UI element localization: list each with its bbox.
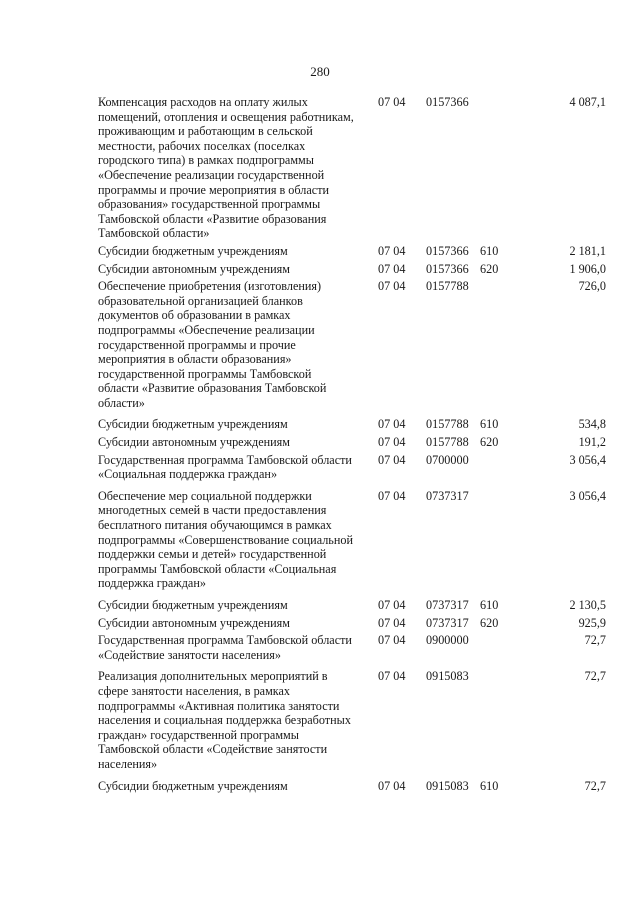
table-row — [98, 279, 606, 410]
row-name: Государственная программа Тамбовской области «Социальная поддержка граждан» — [98, 452, 352, 482]
row-section-code: 07 04 — [378, 279, 406, 294]
row-name: Государственная программа Тамбовской области «Содействие занятости населения» — [98, 633, 352, 662]
row-name: Субсидии бюджетным учреждениям — [98, 417, 288, 432]
row-target-code: 0157788 — [426, 417, 469, 432]
row-amount: 3 056,4 — [569, 488, 606, 503]
table-row — [98, 598, 606, 613]
row-expense-type: 610 — [480, 598, 499, 612]
row-name: Субсидии бюджетным учреждениям — [98, 778, 288, 793]
row-expense-type: 610 — [480, 417, 499, 432]
table-row — [98, 95, 606, 241]
row-target-code: 0915083 — [426, 669, 469, 684]
row-expense-type — [480, 489, 516, 591]
row-expense-type — [480, 633, 516, 662]
row-target-code: 0700000 — [426, 452, 469, 467]
budget-table — [98, 95, 606, 796]
row-name: Субсидии автономным учреждениям — [98, 435, 290, 450]
row-section-code: 07 04 — [378, 435, 406, 450]
table-row — [98, 616, 606, 631]
row-section-code: 07 04 — [378, 488, 406, 503]
row-amount: 3 056,4 — [569, 452, 606, 467]
table-row — [98, 244, 606, 259]
row-section-code: 07 04 — [378, 633, 406, 648]
row-amount: 925,9 — [578, 615, 606, 630]
row-amount: 2 130,5 — [569, 598, 606, 612]
row-target-code: 0157366 — [426, 243, 469, 258]
row-target-code: 0900000 — [426, 633, 469, 648]
table-row — [98, 435, 606, 450]
row-section-code: 07 04 — [378, 669, 406, 684]
table-row — [98, 453, 606, 482]
row-target-code: 0157788 — [426, 279, 469, 294]
row-name: Субсидии бюджетным учреждениям — [98, 243, 288, 258]
row-expense-type — [480, 279, 516, 410]
row-amount: 72,7 — [584, 778, 606, 793]
row-section-code: 07 04 — [378, 95, 406, 109]
row-expense-type: 610 — [480, 243, 499, 258]
row-target-code: 0737317 — [426, 615, 469, 630]
row-name: Субсидии бюджетным учреждениям — [98, 598, 288, 612]
row-name: Компенсация расходов на оплату жилых помещений, отопления и освещения работникам, проживающим и работающим в сельской местности, рабочих поселках (поселках городского типа) в рамках подпрограммы «Обеспечение реализации государственной программы и прочие мероприятия в области образования» государственной программы Тамбовской области «Развитие образования Тамбовской области» — [98, 95, 354, 241]
page-number: 280 — [310, 64, 330, 79]
row-amount: 72,7 — [584, 633, 606, 648]
row-name: Реализация дополнительных мероприятий в сфере занятости населения, в рамках подпрограммы «Активная политика занятости населения и социальная поддержка безработных граждан» государственной программы Тамбовской области «Содействие занятости населения» — [98, 669, 351, 771]
row-expense-type — [480, 95, 516, 241]
row-amount: 191,2 — [578, 435, 606, 450]
row-name: Обеспечение приобретения (изготовления) образовательной организацией бланков документов об образовании в рамках подпрограммы «Обеспечение реализации государственной программы и прочие мероприятия в области образования» государственной программы Тамбовской области «Развитие образования Тамбовской области» — [98, 279, 327, 410]
row-amount: 2 181,1 — [569, 243, 606, 258]
table-row — [98, 417, 606, 432]
row-name: Обеспечение мер социальной поддержки многодетных семей в части предоставления бесплатного питания обучающимся в рамках подпрограммы «Совершенствование социальной поддержки семьи и детей» государственной программы Тамбовской области «Социальная поддержка граждан» — [98, 488, 354, 591]
row-target-code: 0915083 — [426, 778, 469, 793]
row-target-code: 0157366 — [426, 95, 469, 109]
row-section-code: 07 04 — [378, 778, 406, 793]
row-expense-type — [480, 453, 516, 482]
table-row — [98, 669, 606, 771]
table-row — [98, 489, 606, 591]
row-expense-type — [480, 669, 516, 771]
table-row — [98, 779, 606, 794]
row-section-code: 07 04 — [378, 615, 406, 630]
row-section-code: 07 04 — [378, 598, 406, 612]
row-expense-type: 610 — [480, 778, 499, 793]
row-target-code: 0157788 — [426, 435, 469, 450]
row-section-code: 07 04 — [378, 261, 406, 276]
row-name: Субсидии автономным учреждениям — [98, 261, 290, 276]
row-target-code: 0157366 — [426, 261, 469, 276]
row-name: Субсидии автономным учреждениям — [98, 615, 290, 630]
row-target-code: 0737317 — [426, 488, 469, 503]
table-row — [98, 633, 606, 662]
row-amount: 726,0 — [578, 279, 606, 294]
row-section-code: 07 04 — [378, 417, 406, 432]
row-expense-type: 620 — [480, 615, 499, 630]
row-section-code: 07 04 — [378, 243, 406, 258]
row-amount: 1 906,0 — [569, 261, 606, 276]
row-amount: 72,7 — [584, 669, 606, 684]
row-target-code: 0737317 — [426, 598, 469, 612]
row-section-code: 07 04 — [378, 452, 406, 467]
row-expense-type: 620 — [480, 261, 499, 276]
row-expense-type: 620 — [480, 435, 499, 450]
row-amount: 534,8 — [578, 417, 606, 432]
table-row — [98, 262, 606, 277]
row-amount: 4 087,1 — [569, 95, 606, 109]
